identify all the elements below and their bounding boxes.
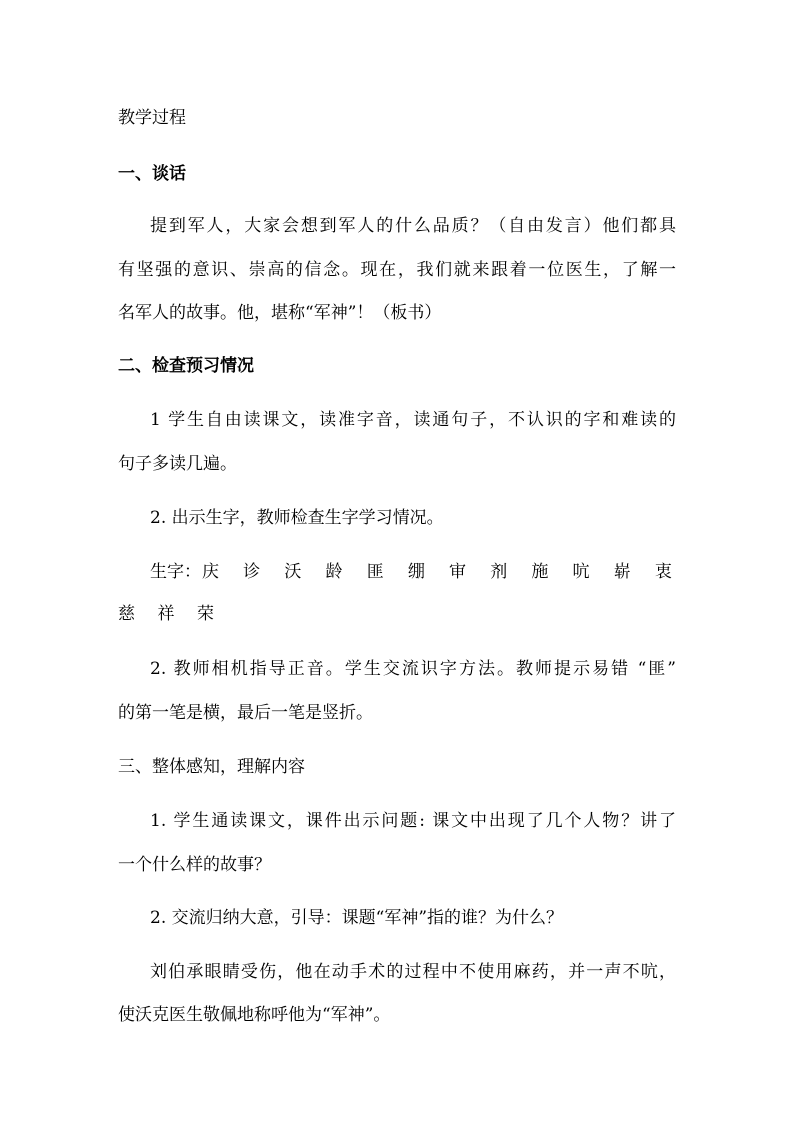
paragraph-line: 有坚强的意识、崇高的信念。现在，我们就来跟着一位医生，了解一 <box>118 260 676 280</box>
paragraph-line: 1 学生自由读课文，读准字音，读通句子，不认识的字和难读的 <box>150 410 676 430</box>
character: 龄 <box>325 562 343 582</box>
paragraph-line: 句子多读几遍。 <box>118 454 237 474</box>
character: 施 <box>531 562 549 582</box>
new-characters-row-2 <box>118 602 214 626</box>
paragraph-line: 提到军人，大家会想到军人的什么品质？（自由发言）他们都具 <box>150 216 676 236</box>
section-heading-preview: 二、检查预习情况 <box>118 356 254 376</box>
new-characters-label: 生字： <box>150 562 201 582</box>
character: 庆 <box>202 562 219 582</box>
character: 祥 <box>157 604 175 624</box>
section-heading-overview: 三、整体感知，理解内容 <box>118 757 305 777</box>
paragraph-line: 2. 教师相机指导正音。学生交流识字方法。教师提示易错 “匪” <box>150 659 676 679</box>
character: 吭 <box>572 562 590 582</box>
paragraph-line: 1. 学生通读课文，课件出示问题: 课文中出现了几个人物？讲了 <box>150 811 676 831</box>
character: 诊 <box>243 562 261 582</box>
character: 崭 <box>613 562 631 582</box>
document-title: 教学过程 <box>118 108 186 128</box>
paragraph-line: 2. 交流归纳大意，引导：课题“军神”指的谁？为什么？ <box>150 908 564 928</box>
paragraph-line: 2. 出示生字，教师检查生字学习情况。 <box>150 508 444 528</box>
paragraph-line: 名军人的故事。他，堪称“军神”！（板书） <box>118 303 442 323</box>
paragraph-line: 的第一笔是横，最后一笔是竖折。 <box>118 703 373 723</box>
character: 匪 <box>366 562 384 582</box>
character: 荣 <box>197 604 214 624</box>
paragraph-line: 刘伯承眼睛受伤，他在动手术的过程中不使用麻药，并一声不吭， <box>150 962 676 982</box>
character: 沃 <box>284 562 302 582</box>
section-heading-talk: 一、谈话 <box>118 164 186 184</box>
character: 慈 <box>118 604 135 624</box>
character: 剂 <box>490 562 508 582</box>
character: 审 <box>449 562 467 582</box>
paragraph-line: 一个什么样的故事？ <box>118 855 271 875</box>
character: 绷 <box>407 562 425 582</box>
new-characters-row-1 <box>202 560 672 584</box>
paragraph-line: 使沃克医生敬佩地称呼他为“军神”。 <box>118 1005 391 1025</box>
character: 衷 <box>654 562 672 582</box>
